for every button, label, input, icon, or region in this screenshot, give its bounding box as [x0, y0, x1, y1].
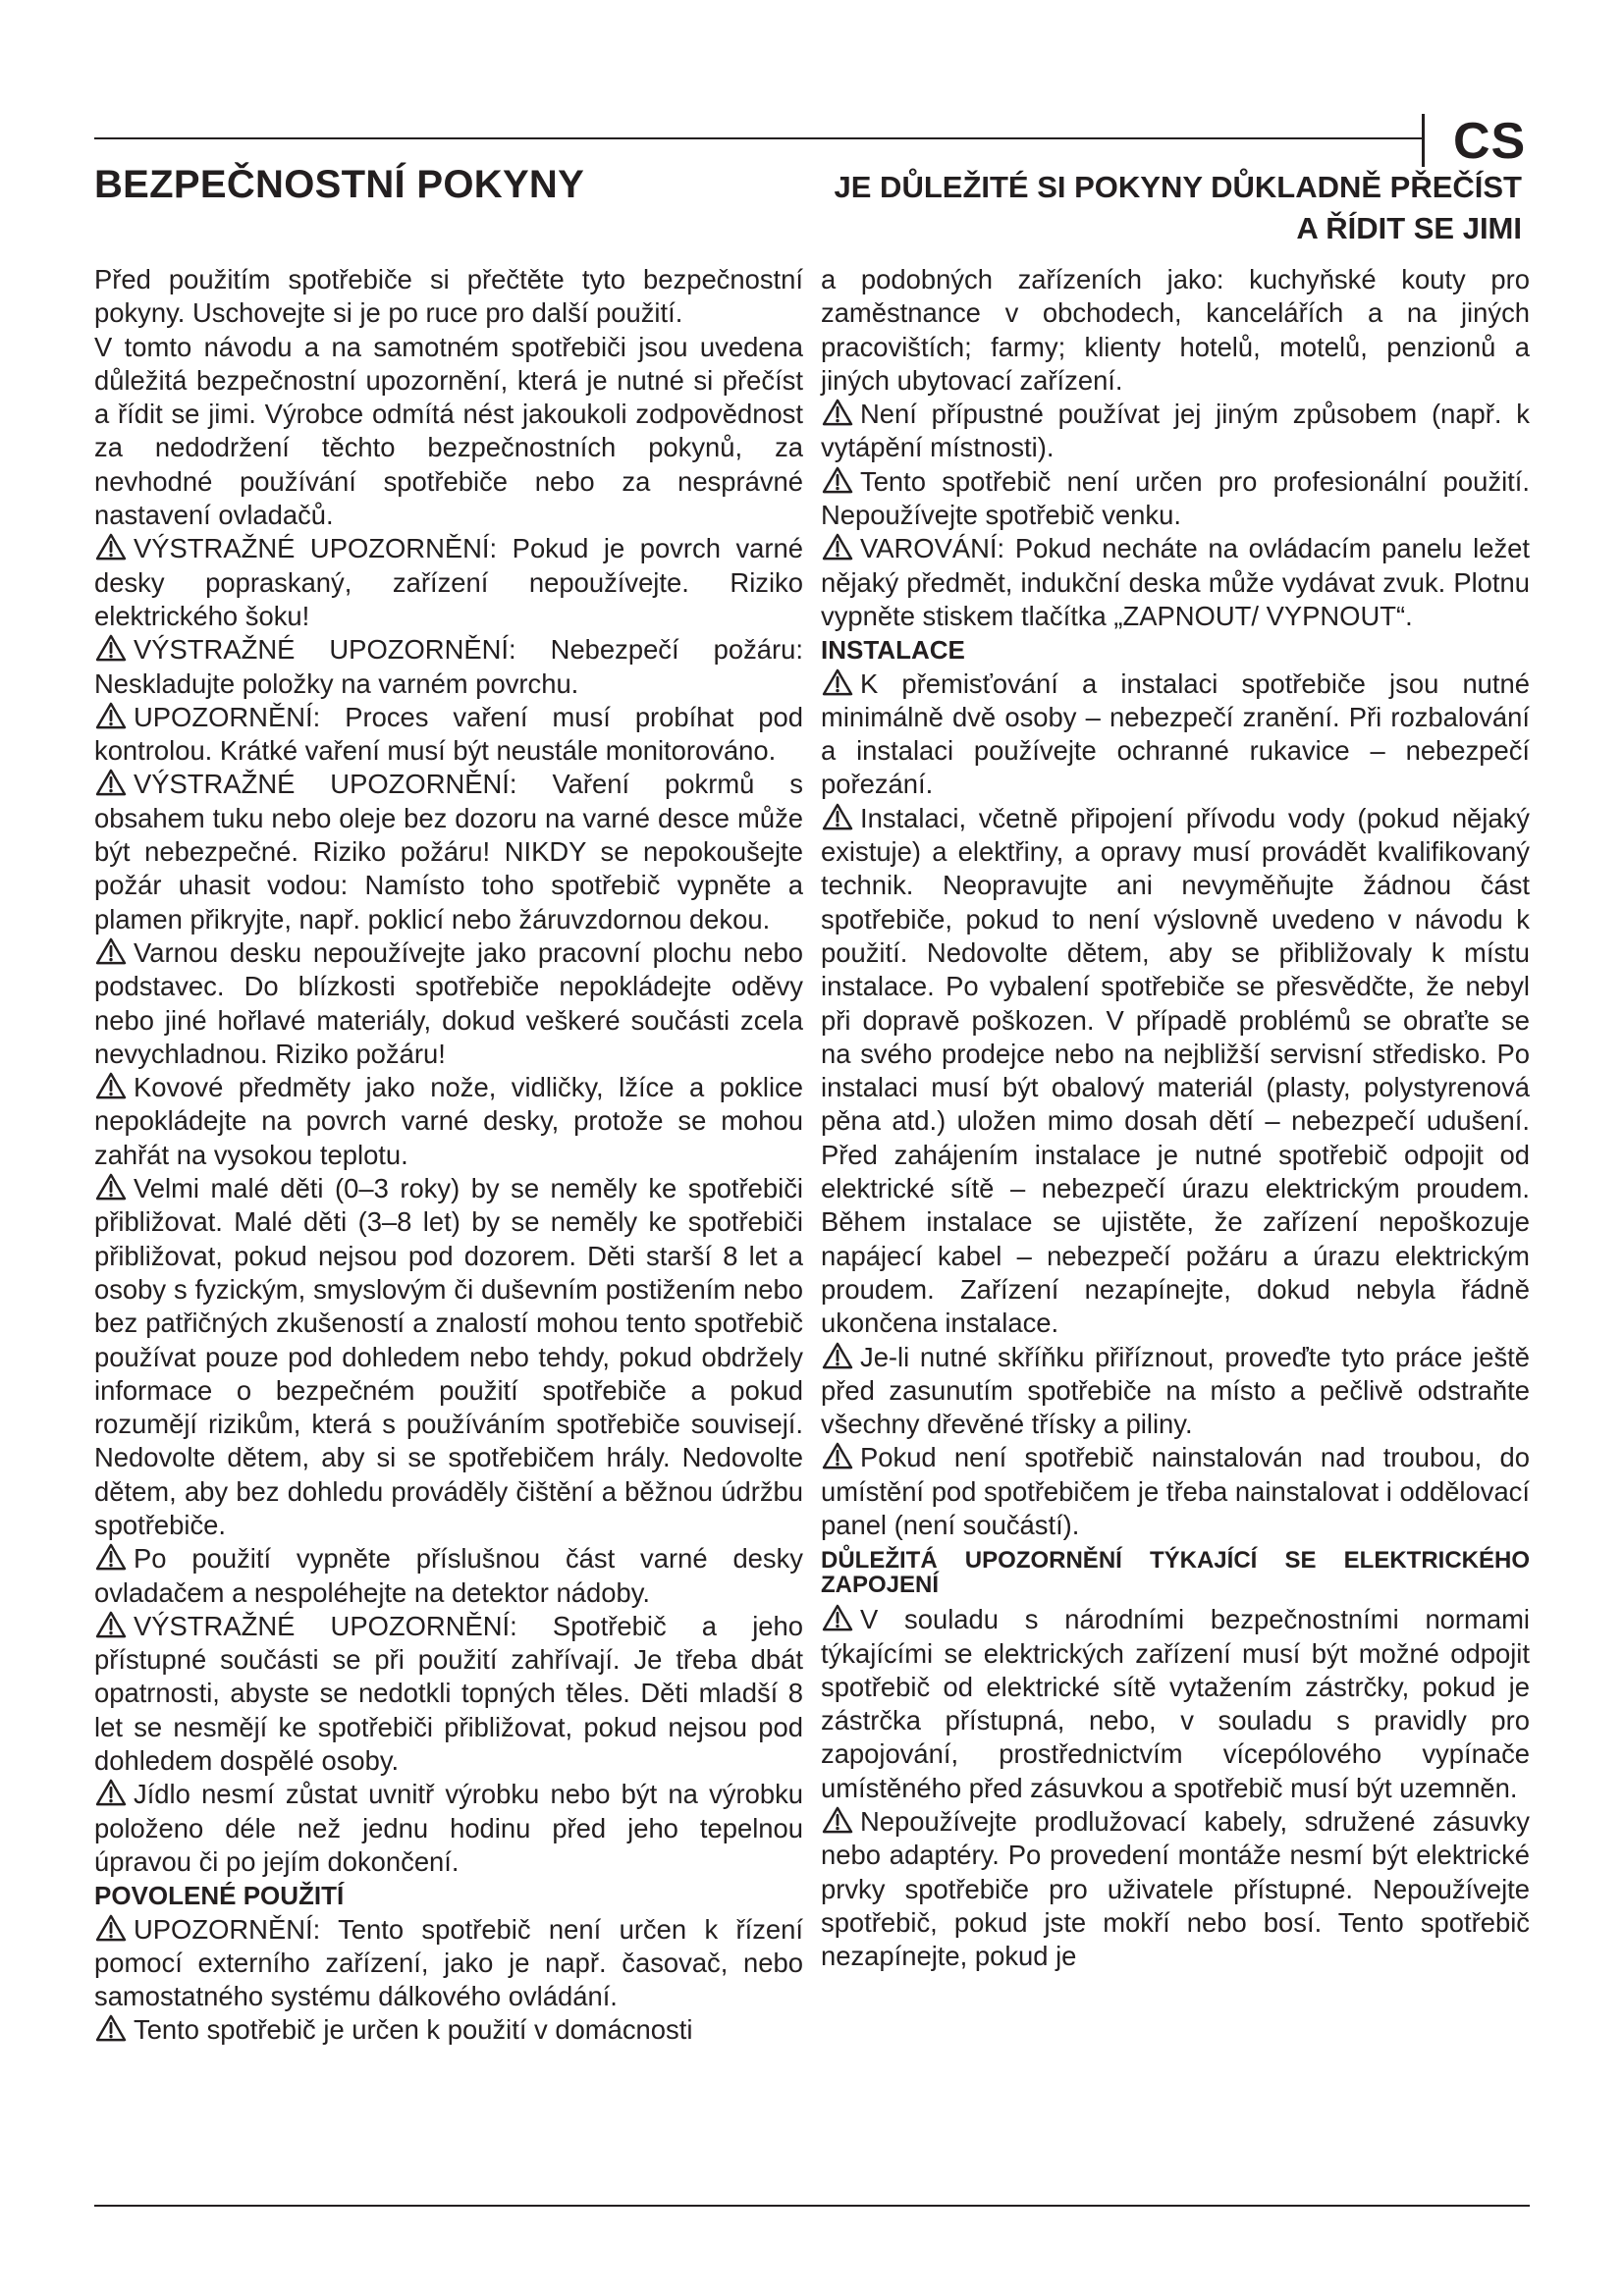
warning-text: Tento spotřebič je určen k použití v domácnosti: [134, 2014, 693, 2046]
warning-paragraph: [94, 1071, 803, 1172]
warning-text: VÝSTRAŽNÉ UPOZORNĚNÍ: Nebezpečí požáru: Neskladujte položky na varném povrchu.: [94, 634, 803, 699]
warning-triangle-icon: [821, 533, 854, 561]
warning-triangle-icon: [821, 1604, 854, 1631]
warning-paragraph: [821, 667, 1530, 802]
warning-paragraph: [94, 1542, 803, 1610]
warning-text: Je-li nutné skříňku přiříznout, proveďte tyto práce ještě před zasunutím spotřebiče na místo a pečlivě odstraňte všechny dřevěné třísky a piliny.: [821, 1341, 1530, 1440]
warning-text: UPOZORNĚNÍ: Proces vaření musí probíhat pod kontrolou. Krátké vaření musí být neustále monitorováno.: [94, 701, 803, 767]
warning-paragraph: [94, 633, 803, 701]
page-title: BEZPEČNOSTNÍ POKYNY: [94, 163, 585, 206]
warning-text: VÝSTRAŽNÉ UPOZORNĚNÍ: Spotřebič a jeho přístupné součásti se při použití zahřívají. Je třeba dbát opatrnosti, abyste se nedotkli topných těles. Děti mladší 8 let se nesmějí ke spotřebiči přibližovat, pokud nejsou pod dohledem dospělé osoby.: [94, 1610, 803, 1777]
section-heading-text: INSTALACE: [821, 635, 965, 666]
warning-triangle-icon: [94, 1543, 128, 1571]
warning-triangle-icon: [94, 1779, 128, 1806]
warning-paragraph: [821, 1603, 1530, 1805]
body-paragraph: [821, 263, 1530, 398]
warning-paragraph: [821, 1341, 1530, 1442]
warning-paragraph: [94, 1610, 803, 1778]
language-tab-divider: [1422, 114, 1425, 167]
section-heading: [94, 1879, 803, 1912]
warning-paragraph: [94, 936, 803, 1071]
warning-paragraph: [94, 532, 803, 633]
warning-triangle-icon: [94, 1072, 128, 1099]
left-column: [94, 263, 803, 2048]
warning-text: Velmi malé děti (0–3 roky) by se neměly ke spotřebiči přibližovat. Malé děti (3–8 let) by se neměly ke spotřebiči přibližovat, pokud nejsou pod dozorem. Děti starší 8 let a osoby s fyzickým, smyslovým či duševním postižením nebo bez patřičných zkušeností a znalostí mohou tento spotřebič používat pouze pod dohledem nebo tehdy, pokud obdržely informace o bezpečném použití spotřebiče a pokud rozumějí rizikům, která s používáním spotřebiče souvisejí. Nedovolte dětem, aby si se spotřebičem hrály. Nedovolte dětem, aby bez dohledu prováděly čištění a běžnou údržbu spotřebiče.: [94, 1173, 803, 1540]
warning-paragraph: [821, 398, 1530, 465]
body-text: V tomto návodu a na samotném spotřebiči jsou uvedena důležitá bezpečnostní upozornění, která je nutné si přečíst a řídit se jimi. Výrobce odmítá nést jakoukoli zodpovědnost za nedodržení těchto bezpečnostních pokynů, za nevhodné používání spotřebiče nebo za nesprávné nastavení ovladačů.: [94, 331, 803, 531]
warning-text: Varnou desku nepoužívejte jako pracovní plochu nebo podstavec. Do blízkosti spotřebiče nepokládejte oděvy nebo jiné hořlavé materiály, dokud veškeré součásti zcela nevychladnou. Riziko požáru!: [94, 936, 803, 1069]
body-text: Před použitím spotřebiče si přečtěte tyto bezpečnostní pokyny. Uschovejte si je po ruce pro další použití.: [94, 264, 803, 329]
warning-paragraph: [94, 1913, 803, 2014]
warning-triangle-icon: [821, 1806, 854, 1834]
warning-triangle-icon: [94, 634, 128, 662]
footer-rule: [94, 2205, 1530, 2207]
warning-paragraph: [94, 1172, 803, 1542]
warning-text: V souladu s národními bezpečnostními normami týkajícími se elektrických zařízení musí být možné odpojit spotřebič od elektrické sítě vytažením zástrčky, pokud je zástrčka přístupná, nebo, v souladu s pravidly pro zapojování, prostřednictvím vícepólového vypínače umístěného před zásuvkou a spotřebič musí být uzemněn.: [821, 1604, 1530, 1803]
body-text: a podobných zařízeních jako: kuchyňské kouty pro zaměstnance v obchodech, kancelářích a na jiných pracovištích; farmy; klienty hotelů, motelů, penzionů a jiných ubytovací zařízení.: [821, 264, 1530, 396]
warning-paragraph: [821, 532, 1530, 633]
warning-triangle-icon: [94, 937, 128, 965]
section-heading-text: DŮLEŽITÁ UPOZORNĚNÍ TÝKAJÍCÍ SE ELEKTRICKÉHO ZAPOJENÍ: [821, 1547, 1530, 1599]
warning-triangle-icon: [821, 1442, 854, 1469]
page-subtitle: [638, 167, 1522, 249]
warning-triangle-icon: [94, 1611, 128, 1638]
warning-triangle-icon: [94, 2014, 128, 2042]
warning-paragraph: [94, 2013, 803, 2047]
warning-paragraph: [821, 1441, 1530, 1542]
warning-text: Není přípustné používat jej jiným způsobem (např. k vytápění místnosti).: [821, 399, 1530, 463]
warning-text: Tento spotřebič není určen pro profesionální použití. Nepoužívejte spotřebič venku.: [821, 465, 1530, 531]
warning-paragraph: [821, 802, 1530, 1341]
warning-triangle-icon: [821, 1342, 854, 1369]
warning-paragraph: [821, 465, 1530, 533]
warning-text: Nepoužívejte prodlužovací kabely, sdružené zásuvky nebo adaptéry. Po provedení montáže nesmí být elektrické prvky spotřebiče pro uživatele přístupné. Nepoužívejte spotřebič, pokud jste mokří nebo bosí. Tento spotřebič nezapínejte, pokud je: [821, 1806, 1530, 1972]
section-heading: [821, 633, 1530, 667]
warning-paragraph: [94, 701, 803, 769]
subtitle-line-2: A ŘÍDIT SE JIMI: [1296, 211, 1522, 245]
warning-paragraph: [94, 1778, 803, 1879]
right-column: [821, 263, 1530, 1974]
warning-text: VÝSTRAŽNÉ UPOZORNĚNÍ: Pokud je povrch varné desky popraskaný, zařízení nepoužívejte. Riziko elektrického šoku!: [94, 533, 803, 631]
warning-triangle-icon: [94, 769, 128, 796]
warning-text: UPOZORNĚNÍ: Tento spotřebič není určen k řízení pomocí externího zařízení, jako je např. časovač, nebo samostatného systému dálkového ovládání.: [94, 1913, 803, 2012]
warning-triangle-icon: [821, 668, 854, 696]
warning-paragraph: [94, 768, 803, 935]
warning-triangle-icon: [94, 533, 128, 561]
warning-text: Instalaci, včetně připojení přívodu vody (pokud nějaký existuje) a elektřiny, a opravy musí provádět kvalifikovaný technik. Neopravujte ani nevyměňujte žádnou část spotřebiče, pokud to není výslovně uvedeno v návodu k použití. Nedovolte dětem, aby se přibližovaly k místu instalace. Po vybalení spotřebiče se přesvědčte, že nebyl při dopravě poškozen. V případě problémů se obraťte se na svého prodejce nebo na nejbližší servisní středisko. Po instalaci musí být obalový materiál (plasty, polystyrenová pěna atd.) uložen mimo dosah dětí – nebezpečí udušení. Před zahájením instalace je nutné spotřebič odpojit od elektrické sítě – nebezpečí úrazu elektrickým proudem. Během instalace se ujistěte, že zařízení nepoškozuje napájecí kabel – nebezpečí požáru a úrazu elektrickým proudem. Zařízení nezapínejte, dokud nebyla řádně ukončena instalace.: [821, 802, 1530, 1339]
warning-triangle-icon: [94, 702, 128, 729]
language-code: CS: [1453, 113, 1527, 170]
section-heading-text: POVOLENÉ POUŽITÍ: [94, 1881, 345, 1911]
warning-triangle-icon: [821, 803, 854, 830]
warning-triangle-icon: [821, 466, 854, 494]
warning-triangle-icon: [94, 1173, 128, 1201]
warning-text: Pokud není spotřebič nainstalován nad troubou, do umístění pod spotřebičem je třeba nainstalovat i oddělovací panel (není součástí).: [821, 1442, 1530, 1540]
subtitle-line-1: JE DŮLEŽITÉ SI POKYNY DŮKLADNĚ PŘEČÍST: [834, 170, 1522, 204]
body-paragraph: [94, 263, 803, 331]
warning-text: VAROVÁNÍ: Pokud necháte na ovládacím panelu ležet nějaký předmět, indukční deska může vydávat zvuk. Plotnu vypněte stiskem tlačítka „ZAPNOUT/ VYPNOUT“.: [821, 533, 1530, 631]
warning-text: Po použití vypněte příslušnou část varné desky ovladačem a nespoléhejte na detektor nádoby.: [94, 1543, 803, 1608]
warning-text: Jídlo nesmí zůstat uvnitř výrobku nebo být na výrobku položeno déle než jednu hodinu před jeho tepelnou úpravou či po jejím dokončení.: [94, 1779, 803, 1877]
section-heading: [821, 1548, 1530, 1597]
header-rule: [94, 137, 1422, 139]
warning-text: VÝSTRAŽNÉ UPOZORNĚNÍ: Vaření pokrmů s obsahem tuku nebo oleje bez dozoru na varné desce může být nebezpečné. Riziko požáru! NIKDY se nepokoušejte požár uhasit vodou: Namísto toho spotřebič vypněte a plamen přikryjte, např. poklicí nebo žáruvzdornou dekou.: [94, 769, 803, 934]
warning-paragraph: [821, 1805, 1530, 1973]
warning-triangle-icon: [821, 399, 854, 426]
warning-text: K přemisťování a instalaci spotřebiče jsou nutné minimálně dvě osoby – nebezpečí zranění. Při rozbalování a instalaci používejte ochranné rukavice – nebezpečí pořezání.: [821, 667, 1530, 800]
warning-triangle-icon: [94, 1914, 128, 1942]
body-paragraph: [94, 331, 803, 533]
warning-text: Kovové předměty jako nože, vidličky, lžíce a poklice nepokládejte na povrch varné desky, protože se mohou zahřát na vysokou teplotu.: [94, 1072, 803, 1170]
